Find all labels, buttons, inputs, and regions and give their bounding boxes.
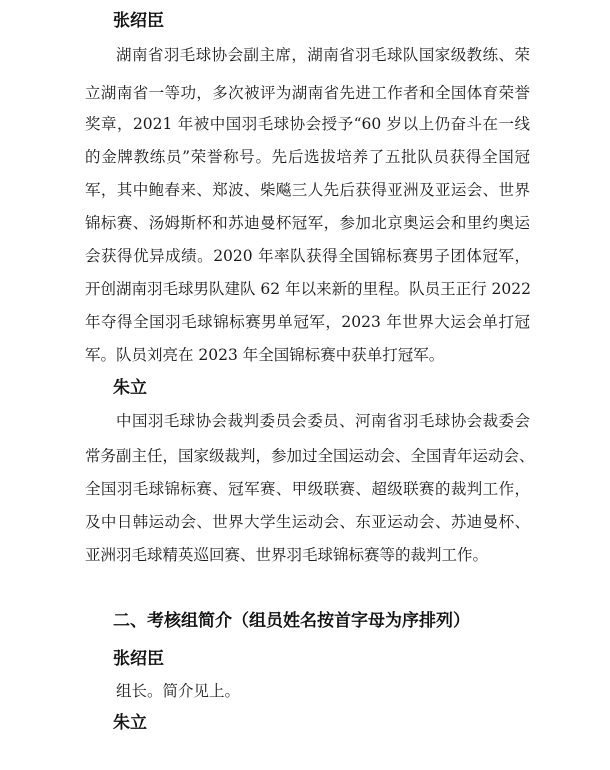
bio-line: 组长。简介见上。 — [116, 682, 241, 700]
bio-line: 开创湖南羽毛球男队建队 62 年以来新的里程。队员王正行 2022 — [85, 280, 531, 298]
bio-line: 锦标赛、汤姆斯杯和苏迪曼杯冠军，参加北京奥运会和里约奥运 — [85, 214, 530, 232]
bio-line: 全国羽毛球锦标赛、冠军赛、甲级联赛、超级联赛的裁判工作， — [85, 480, 530, 498]
section-heading: 二、考核组简介（组员姓名按首字母为序排列） — [113, 611, 470, 631]
bio-line: 常务副主任，国家级裁判，参加过全国运动会、全国青年运动会、 — [85, 447, 535, 465]
bio-line: 立湖南省一等功，多次被评为湖南省先进工作者和全国体育荣誉 — [85, 84, 530, 102]
bio-line: 年夺得全国羽毛球锦标赛男单冠军，2023 年世界大运会单打冠 — [85, 313, 530, 331]
bio-line: 军。队员刘亮在 2023 年全国锦标赛中获单打冠军。 — [85, 346, 445, 364]
bio-line: 亚洲羽毛球精英巡回赛、世界羽毛球锦标赛等的裁判工作。 — [85, 546, 489, 564]
bio-line: 会获得优异成绩。2020 年率队获得全国锦标赛男子团体冠军， — [85, 247, 530, 265]
person-name: 张绍臣 — [113, 649, 164, 669]
bio-line: 奖章，2021 年被中国羽毛球协会授予“60 岁以上仍奋斗在一线 — [85, 115, 530, 133]
bio-line: 及中日韩运动会、世界大学生运动会、东亚运动会、苏迪曼杯、 — [85, 513, 530, 531]
person-name: 张绍臣 — [113, 11, 164, 31]
bio-line: 军，其中鲍春来、郑波、柴飚三人先后获得亚洲及亚运会、世界 — [85, 181, 530, 199]
bio-line: 中国羽毛球协会裁判委员会委员、河南省羽毛球协会裁委会 — [116, 412, 530, 430]
bio-line: 的金牌教练员”荣誉称号。先后选拔培养了五批队员获得全国冠 — [85, 148, 530, 166]
person-name: 朱立 — [113, 713, 147, 733]
bio-line: 湖南省羽毛球协会副主席，湖南省羽毛球队国家级教练、荣 — [116, 46, 530, 64]
person-name: 朱立 — [113, 378, 147, 398]
